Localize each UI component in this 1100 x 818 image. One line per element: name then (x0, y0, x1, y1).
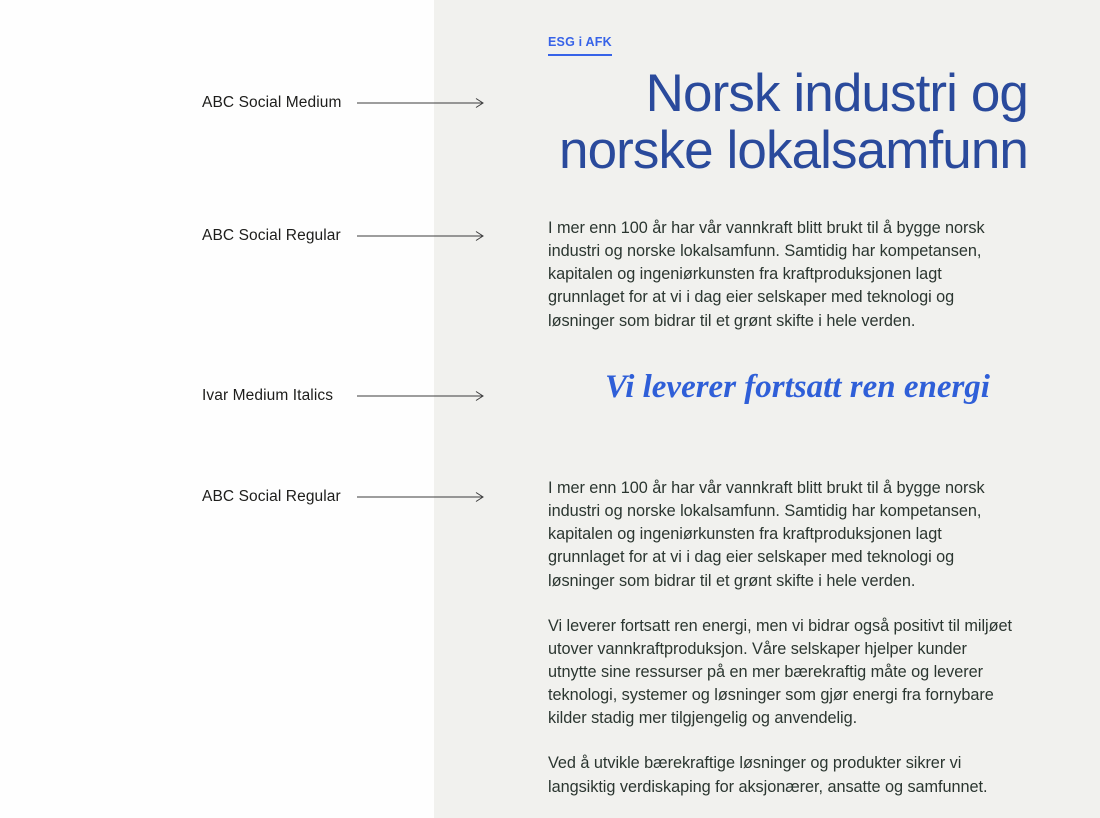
arrow-right-icon (357, 230, 487, 242)
annotation-label: ABC Social Regular (202, 227, 341, 244)
body-paragraph: I mer enn 100 år har vår vannkraft blitt brukt til å bygge norsk industri og norske lokalsamfunn. Samtidig har kompetansen, kapitalen og ingeniørkunsten fra kraftproduksjonen lagt grunnlaget for at vi i dag eier selskaper med teknologi og løsninger som bidrar til et grønt skifte i hele verden. (548, 479, 985, 590)
pullquote: Vi leverer fortsatt ren energi (605, 369, 990, 405)
annotation-label: Ivar Medium Italics (202, 387, 334, 404)
arrow-right-icon (357, 97, 487, 109)
arrow-right-icon (357, 390, 487, 402)
eyebrow-link-esg[interactable]: ESG i AFK (548, 35, 612, 56)
intro-paragraph: I mer enn 100 år har vår vannkraft blitt brukt til å bygge norsk industri og norske lokalsamfunn. Samtidig har kompetansen, kapitalen og ingeniørkunsten fra kraftproduksjonen lagt grunnlaget for at vi i dag eier selskaper med teknologi og løsninger som bidrar til et grønt skifte i hele verden. (548, 219, 985, 330)
annotation-label: ABC Social Medium (202, 94, 342, 111)
arrow-right-icon (357, 491, 487, 503)
intro-text-block (548, 217, 1018, 333)
body-paragraph: Ved å utvikle bærekraftige løsninger og produkter sikrer vi langsiktig verdiskaping for aksjonærer, ansatte og samfunnet. (548, 754, 988, 796)
annotation-callout (202, 226, 341, 246)
annotation-label: ABC Social Regular (202, 488, 341, 505)
annotation-callout (202, 93, 342, 113)
body-text-block (548, 477, 1018, 799)
content-panel (434, 0, 1100, 818)
body-paragraph: Vi leverer fortsatt ren energi, men vi bidrar også positivt til miljøet utover vannkraftproduksjon. Våre selskaper hjelper kunder utnytte sine ressurser på en mer bærekraftig måte og leverer teknologi, systemer og løsninger som gjør energi fra fornybare kilder stadig mer tilgjengelig og anvendelig. (548, 616, 1012, 728)
page-title: Norsk industri og norske lokalsamfunn (559, 64, 1028, 180)
annotation-callout (202, 386, 333, 406)
annotation-callout (202, 487, 341, 507)
